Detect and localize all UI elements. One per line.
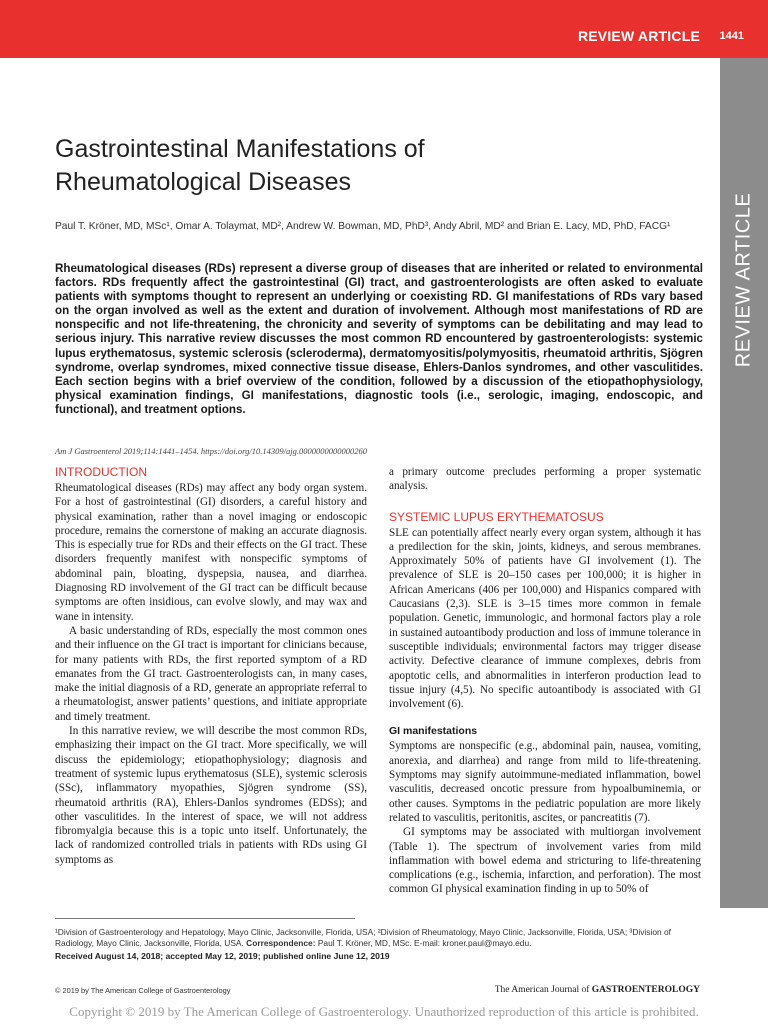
intro-paragraph-2: A basic understanding of RDs, especially the most common ones and their influence on the GI tract is important for clinicians because, for many patients with RDs, the first reported symptom of a RD emanates from the GI tract. Gastroenterologists can, in many cases, make the initial diagnosis of a RD, generate an appropriate referral to a rheumatologist, answer patients’ questions, and initiate appropriate and timely treatment. <box>55 624 367 723</box>
page-number: 1441 <box>719 30 744 42</box>
intro-paragraph-1: Rheumatological diseases (RDs) may affect any body organ system. For a host of gastrointestinal (GI) disorders, a careful history and physical examination, rather than a novel imaging or endoscopic procedure, remains the cornerstone of making an accurate diagnosis. This is especially true for RDs and their effects on the GI tract. These disorders frequently manifest with nonspecific symptoms of abdominal pain, bloating, dyspepsia, nausea, and diarrhea. Diagnosing RD involvement of the GI tract can be difficult because symptoms are often insidious, can evolve slowly, and may wax and wane in intensity. <box>55 482 367 623</box>
affiliations-footnote <box>55 927 705 949</box>
side-tab-label: REVIEW ARTICLE <box>732 192 755 368</box>
header-bar <box>0 0 768 58</box>
citation-line: Am J Gastroenterol 2019;114:1441–1454. https://doi.org/10.14309/ajg.0000000000000260 <box>55 446 367 456</box>
article-title <box>55 133 695 199</box>
sle-heading: SYSTEMIC LUPUS ERYTHEMATOSUS <box>389 509 604 524</box>
received-dates: Received August 14, 2018; accepted May 12, 2019; published online June 12, 2019 <box>55 951 390 961</box>
intro-paragraph-3: In this narrative review, we will describe the most common RDs, emphasizing their impact on the GI tract. More specifically, we will discuss the epidemiology; etiopathophysiology; diagnosis and treatment of systemic lupus erythematosus (SLE), systemic sclerosis (SSc), inflammatory myopathies, Sjögren syndrome (SS), rheumatoid arthritis (RA), Ehlers-Danlos syndromes (EDSs); and other vasculitides. In the interest of space, we will not address fibromyalgia because this is a topic unto itself. Unfortunately, the lack of randomized controlled trials in patients with RDs using GI symptoms as <box>55 725 367 866</box>
introduction-heading: INTRODUCTION <box>55 465 147 479</box>
affiliations-text: ¹Division of Gastroenterology and Hepatology, Mayo Clinic, Jacksonville, Florida, USA; ²Division of Rheumatology, Mayo Clinic, Jacksonville, Florida, USA; ³Division of Radiology, Mayo Clinic, Jacksonville, Florida, USA. <box>55 927 671 948</box>
section-label: REVIEW ARTICLE <box>577 28 700 44</box>
gi-manifestations-heading: GI manifestations <box>389 725 478 738</box>
copyright-notice: © 2019 by The American College of Gastroenterology <box>55 986 231 995</box>
correspondence-label: Correspondence: <box>246 938 316 948</box>
journal-name <box>495 985 700 995</box>
continued-paragraph: a primary outcome precludes performing a proper systematic analysis. <box>389 466 701 493</box>
abstract: Rheumatological diseases (RDs) represent a diverse group of diseases that are inherited or related to environmental factors. RDs frequently affect the gastrointestinal (GI) tract, and gastroenterologists are often asked to evaluate patients with symptoms thought to represent an underlying or coexisting RD. GI manifestations of RDs vary based on the organ involved as well as the extent and duration of involvement. Although most manifestations of RD are nonspecific and not life-threatening, the chronicity and severity of symptoms can be debilitating and may lead to serious injury. This narrative review discusses the most common RD encountered by gastroenterologists: systemic lupus erythematosus, systemic sclerosis (scleroderma), dermatomyositis/polymyositis, rheumatoid arthritis, Sjögren syndrome, overlap syndromes, mixed connective tissue disease, Ehlers-Danlos syndromes, and other vasculitides. Each section begins with a brief overview of the condition, followed by a discussion of the etiopathophysiology, physical examination findings, GI manifestations, diagnostic tools (i.e., serologic, imaging, endoscopic, and functional), and treatment options. <box>55 262 703 416</box>
sle-paragraph-1: SLE can potentially affect nearly every organ system, although it has a predilection for the skin, joints, kidneys, and serous membranes. Approximately 50% of patients have GI involvement (1). The prevalence of SLE is 20–150 cases per 100,000; it is higher in African Americans (406 per 100,000) and Hispanics compared with Caucasians (2,3). SLE is 3–15 times more common in female population. Genetic, immunologic, and hormonal factors play a role in sustained autoantibody production and loss of immune tolerance in susceptible individuals; environmental factors may trigger disease activity. Defective clearance of immune complexes, debris from apoptotic cells, and abnormalities in interferon production lead to tissue injury (4,5). No specific autoantibody is associated with GI involvement (6). <box>389 526 701 711</box>
footnote-divider <box>55 918 355 919</box>
right-column <box>389 465 701 897</box>
title-line-2: Rheumatological Diseases <box>55 168 351 196</box>
title-line-1: Gastrointestinal Manifestations of <box>55 135 425 163</box>
journal-title: GASTROENTEROLOGY <box>591 985 700 995</box>
left-column <box>55 465 367 867</box>
correspondence-text: Paul T. Kröner, MD, MSc. E-mail: kroner.paul@mayo.edu. <box>315 938 532 948</box>
journal-prefix: The American Journal of <box>494 985 592 995</box>
gi-paragraph-2: GI symptoms may be associated with multiorgan involvement (Table 1). The spectrum of involvement varies from mild inflammation with bowel edema and stricturing to life-threatening complications (e.g., ischemia, infarction, and perforation). The most common GI physical examination finding in up to 50% of <box>389 826 701 896</box>
copyright-watermark: Copyright © 2019 by The American College of Gastroenterology. Unauthorized reproduction of this article is prohibited. <box>69 1004 699 1019</box>
author-list: Paul T. Kröner, MD, MSc¹, Omar A. Tolaymat, MD², Andrew W. Bowman, MD, PhD³, Andy Abril, MD² and Brian E. Lacy, MD, PhD, FACG¹ <box>55 221 671 232</box>
gi-paragraph-1: Symptoms are nonspecific (e.g., abdominal pain, nausea, vomiting, anorexia, and diarrhea) and range from mild to life-threatening. Symptoms may signify autoimmune-mediated inflammation, bowel vasculitis, decreased oncotic pressure from hypoalbuminemia, or other causes. Symptoms in the pediatric population are more likely related to vasculitis, peritonitis, ascites, or pancreatitis (7). <box>389 740 701 824</box>
side-tab <box>720 58 768 908</box>
